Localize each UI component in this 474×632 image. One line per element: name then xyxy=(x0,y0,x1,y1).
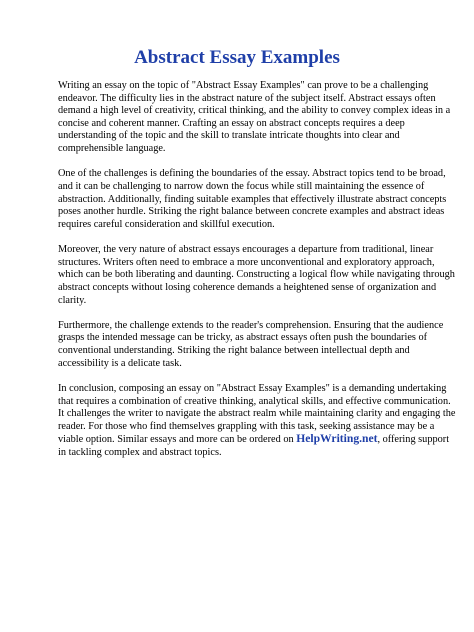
document-title: Abstract Essay Examples xyxy=(134,47,340,68)
document-body xyxy=(58,80,458,472)
paragraph-5 xyxy=(58,383,458,460)
paragraph-3: Moreover, the very nature of abstract essays encourages a departure from traditional, linear structures. Writers often need to embrace a more unconventional and exploratory approach, which can be both liberating and daunting. Constructing a logical flow while navigating through abstract concepts without losing coherence demands a heightened sense of organization and clarity. xyxy=(58,244,455,306)
paragraph-5-text-after-link: , offering support in tackling complex and abstract topics. xyxy=(58,434,450,459)
helpwriting-link[interactable]: HelpWriting.net xyxy=(296,432,378,446)
paragraph-4: Furthermore, the challenge extends to the reader's comprehension. Ensuring that the audience grasps the intended message can be tricky, as abstract essays often push the boundaries of conventional understanding. Striking the right balance between intellectual depth and accessibility is a delicate task. xyxy=(58,319,444,369)
paragraph-1: Writing an essay on the topic of "Abstract Essay Examples" can prove to be a challenging endeavor. The difficulty lies in the abstract nature of the subject itself. Abstract essays often demand a high level of creativity, critical thinking, and the ability to convey complex ideas in a concise and coherent manner. Crafting an essay on abstract concepts requires a deep understanding of the topic and the skill to translate intricate thoughts into clear and comprehensible language. xyxy=(58,80,451,154)
paragraph-5-text-before-link: In conclusion, composing an essay on "Abstract Essay Examples" is a demanding undertaking that requires a combination of creative thinking, analytical skills, and effective communication. It challenges the writer to navigate the abstract realm while maintaining clarity and engaging the reader. For those who find themselves grappling with this task, seeking assistance may be a viable option. Similar essays and more can be ordered on xyxy=(58,383,456,446)
paragraph-2: One of the challenges is defining the boundaries of the essay. Abstract topics tend to be broad, and it can be challenging to narrow down the focus while still maintaining the essence of abstraction. Additionally, finding suitable examples that effectively illustrate abstract concepts poses another hurdle. Striking the right balance between concrete examples and abstract ideas requires careful consideration and skillful execution. xyxy=(58,168,447,230)
